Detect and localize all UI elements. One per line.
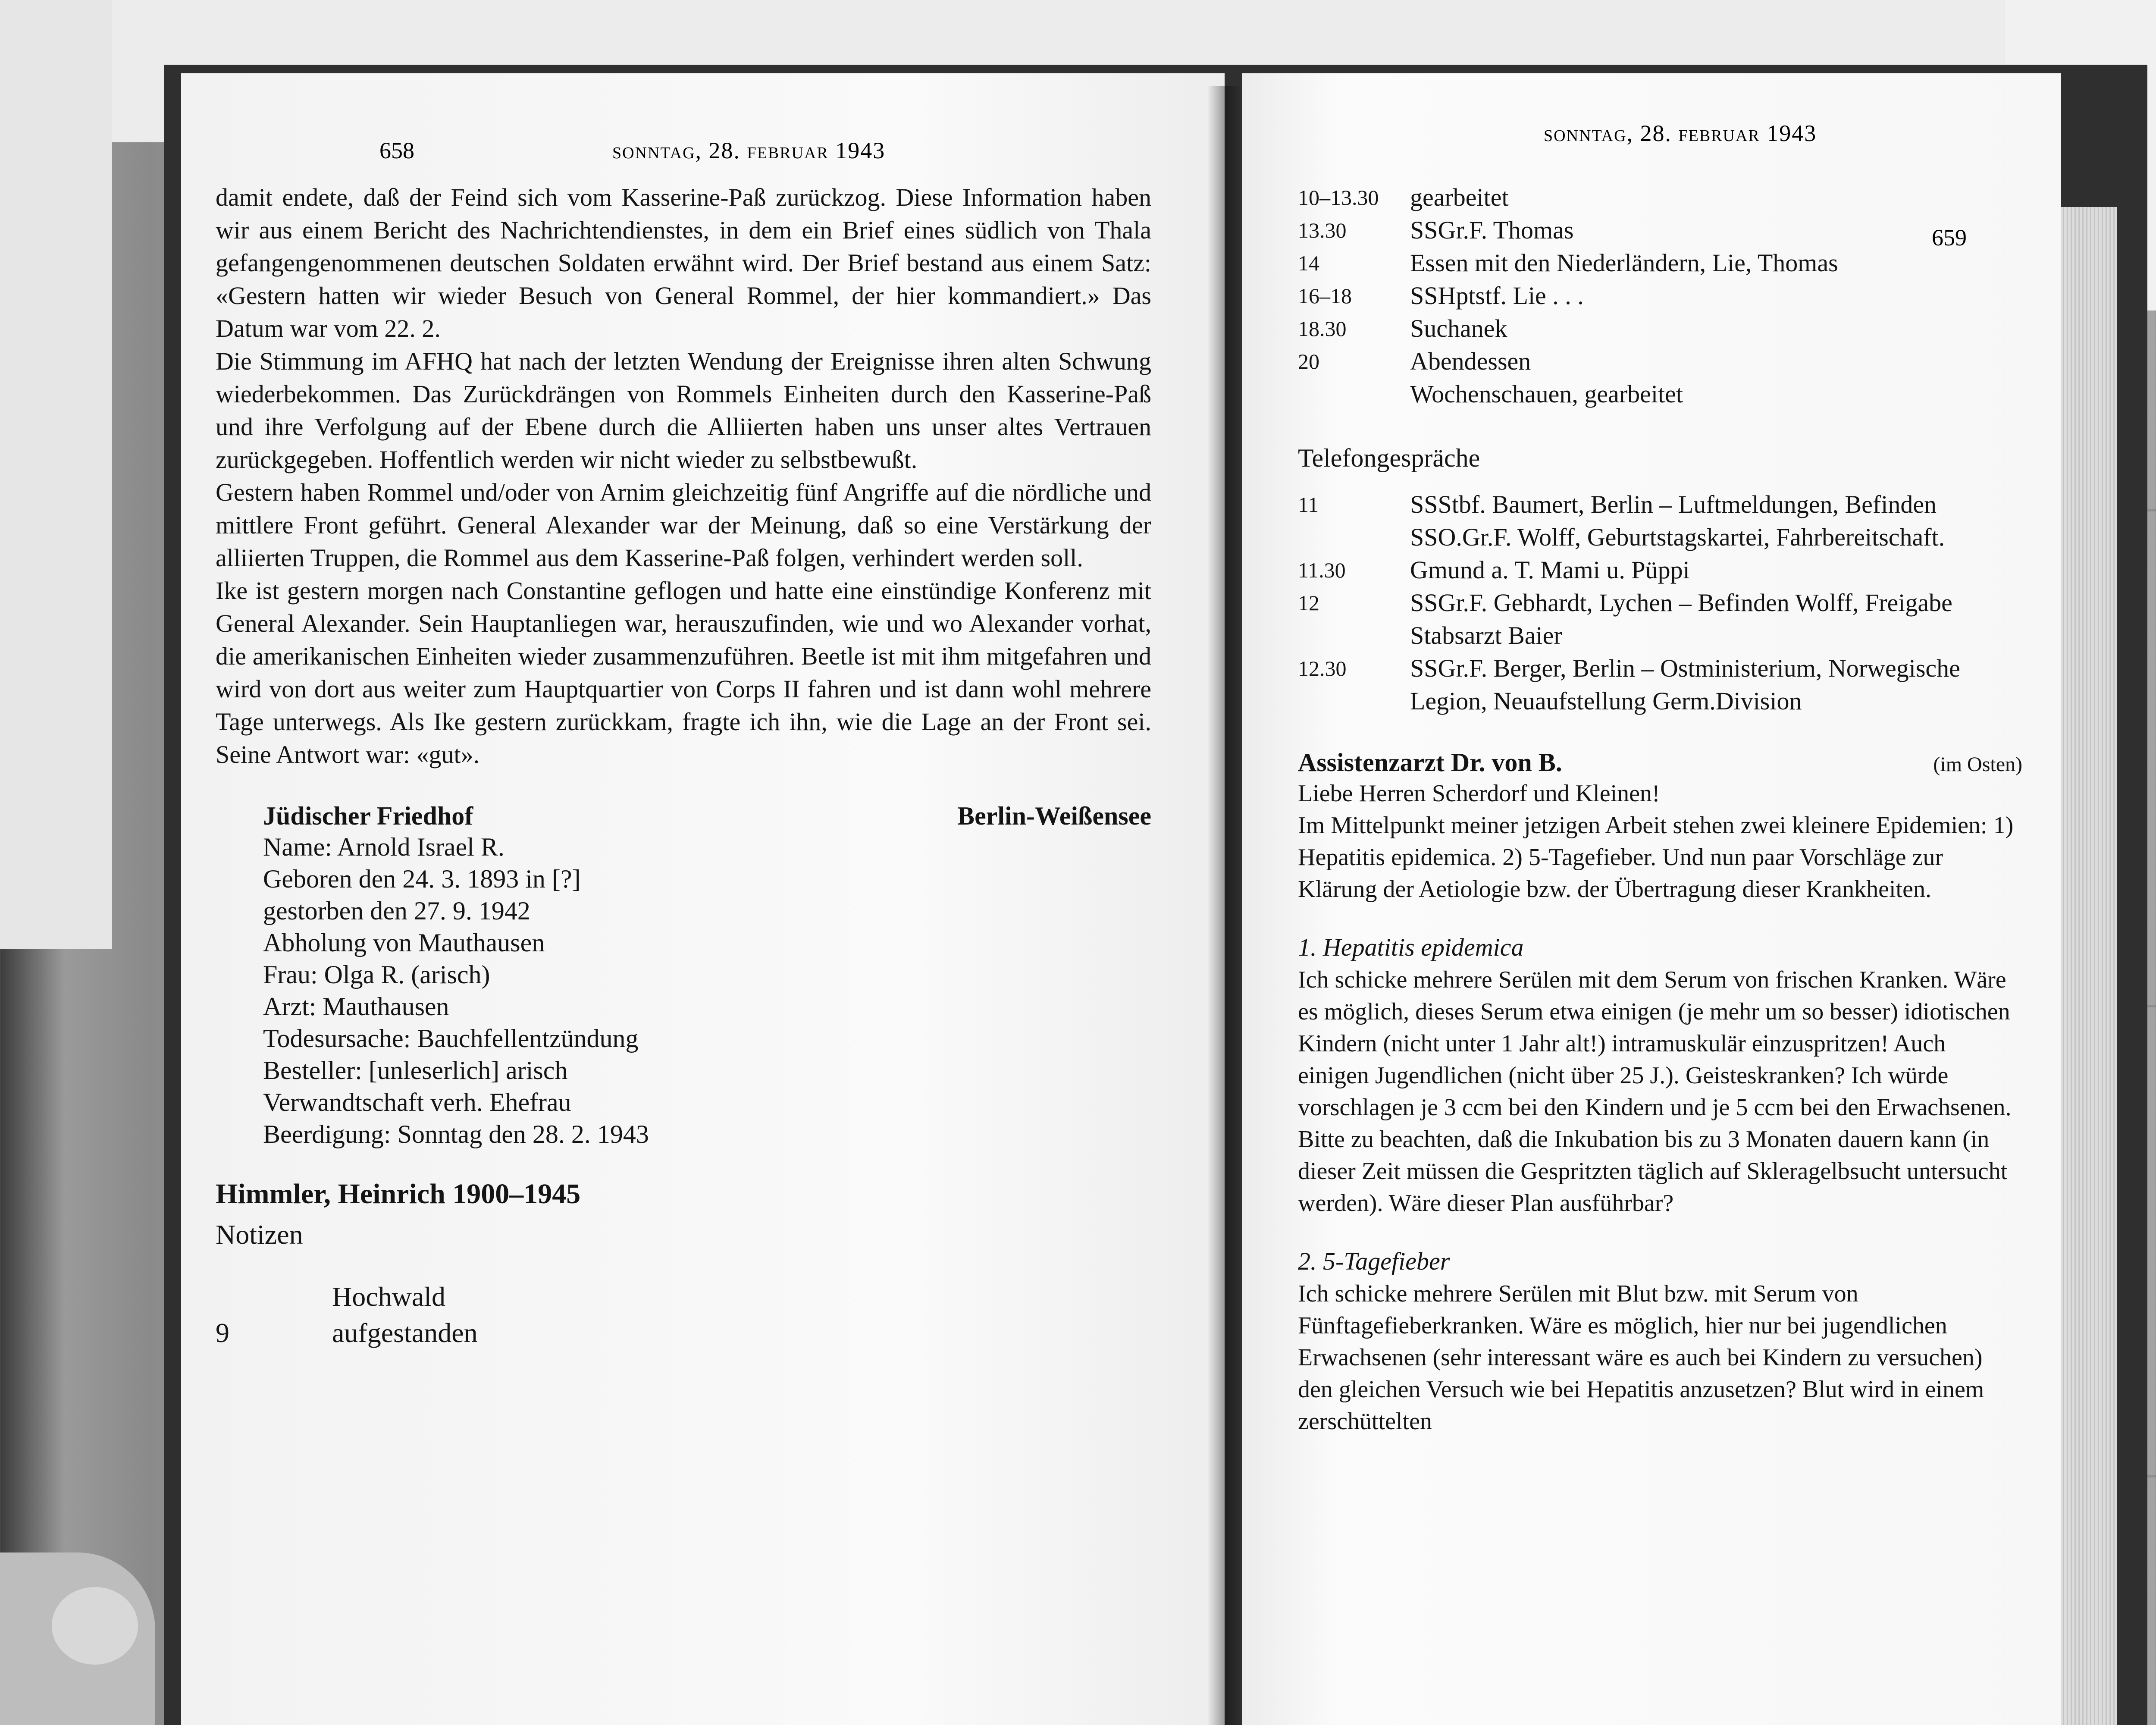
call-time xyxy=(1298,521,1410,554)
call-row xyxy=(1298,521,2022,554)
record-line: Abholung von Mauthausen xyxy=(263,928,545,957)
schedule-text: Wochenschauen, gearbeitet xyxy=(1410,380,1683,408)
floorboard-seam xyxy=(2147,1005,2156,1007)
section2-heading: 2. 5-Tagefieber xyxy=(1298,1247,1450,1275)
section2-text: Ich schicke mehrere Serülen mit Blut bzw. mit Serum von Fünftagefieberkranken. Wäre es möglich, hier nur bei jugendlichen Erwachsenen (sehr interessant wäre es auch bei Kindern zu versuchen) den gleichen Versuch wie bei Hepatitis anzusetzen? Blut wird in einem zerschüttelten xyxy=(1298,1280,1984,1435)
notes-time xyxy=(216,1279,332,1315)
record-line: gestorben den 27. 9. 1942 xyxy=(263,897,530,925)
right-running-head: sonntag, 28. februar 1943 xyxy=(1544,120,1817,146)
letter-heading-row xyxy=(1298,748,2022,778)
call-time: 11 xyxy=(1298,492,1319,517)
call-row xyxy=(1298,488,2022,521)
schedule-text: Suchanek xyxy=(1410,314,1507,342)
call-text: SSGr.F. Berger, Berlin – Ostministerium, Norwegische Legion, Neuaufstellung Germ.Division xyxy=(1410,654,1960,715)
left-page-body xyxy=(216,181,1151,1351)
call-text: SSO.Gr.F. Wolff, Geburtstagskartei, Fahrbereitschaft. xyxy=(1410,523,1945,551)
record-line: Beerdigung: Sonntag den 28. 2. 1943 xyxy=(263,1120,649,1148)
letter-intro: Im Mittelpunkt meiner jetzigen Arbeit stehen zwei kleinere Epidemien: 1) Hepatitis epidemica. 2) 5-Tagefieber. Und nun paar Vorschläge zur Klärung der Aetiologie bzw. der Übertragung dieser Krankheiten. xyxy=(1298,812,2014,903)
schedule-time: 10–13.30 xyxy=(1298,185,1379,210)
paragraph: Die Stimmung im AFHQ hat nach der letzten Wendung der Ereignisse ihren alten Schwung wiederbekommen. Das Zurückdrängen von Rommels Einheiten durch den Kasserine-Paß und ihre Verfolgung auf der Ebene durch die Alliierten haben uns unser altes Vertrauen zurückgegeben. Hoffentlich werden wir nicht wieder zu selbstbewußt. xyxy=(216,347,1151,474)
schedule-row xyxy=(1298,181,2022,214)
cemetery-location: Berlin-Weißensee xyxy=(957,802,1151,830)
left-page-number: 658 xyxy=(379,138,414,163)
call-text: SSGr.F. Gebhardt, Lychen – Befinden Wolff, Freigabe Stabsarzt Baier xyxy=(1410,589,1952,649)
call-text: SSStbf. Baumert, Berlin – Luftmeldungen, Befinden xyxy=(1410,490,1937,518)
record-line: Name: Arnold Israel R. xyxy=(263,833,505,861)
floorboard-seam xyxy=(2147,509,2156,511)
call-time: 12.30 xyxy=(1298,656,1347,681)
schedule-time: 13.30 xyxy=(1298,218,1347,242)
record-line: Besteller: [unleserlich] arisch xyxy=(263,1056,568,1085)
page-edges xyxy=(2053,207,2117,1725)
schedule-time: 16–18 xyxy=(1298,284,1352,308)
record-line: Todesursache: Bauchfellentzündung xyxy=(263,1024,639,1053)
packing-foam-left xyxy=(0,0,112,949)
call-time: 12 xyxy=(1298,591,1319,615)
notes-time: 9 xyxy=(216,1317,229,1348)
schedule-row xyxy=(1298,312,2022,345)
schedule-row xyxy=(1298,279,2022,312)
call-row xyxy=(1298,586,2022,652)
notizen-label: Notizen xyxy=(216,1219,303,1250)
floorboard-seam xyxy=(2147,1475,2156,1477)
himmler-heading: Himmler, Heinrich 1900–1945 xyxy=(216,1178,581,1210)
schedule-row xyxy=(1298,378,2022,411)
schedule-time: 14 xyxy=(1298,251,1319,275)
letter-heading: Assistenzarzt Dr. von B. xyxy=(1298,748,1562,777)
schedule-text: SSHptstf. Lie . . . xyxy=(1410,282,1584,310)
cemetery-heading-row xyxy=(263,801,1151,831)
schedule-text: Essen mit den Niederländern, Lie, Thomas xyxy=(1410,249,1838,277)
call-row xyxy=(1298,554,2022,586)
cemetery-heading: Jüdischer Friedhof xyxy=(263,802,473,830)
schedule-time: 20 xyxy=(1298,349,1319,373)
telefon-heading: Telefongespräche xyxy=(1298,444,1480,472)
cemetery-record xyxy=(263,831,1151,1150)
section1-heading: 1. Hepatitis epidemica xyxy=(1298,933,1524,961)
record-line: Verwandtschaft verh. Ehefrau xyxy=(263,1088,571,1117)
notes-row xyxy=(216,1315,1151,1351)
schedule-time xyxy=(1298,378,1410,411)
right-page-number: 659 xyxy=(1932,225,1967,251)
paragraph: Ike ist gestern morgen nach Constantine geflogen und hatte eine einstündige Konferenz mit General Alexander. Sein Hauptanliegen war, herauszufinden, wie und wo Alexander vorhat, die amerikanischen Einheiten wieder zusammenzuführen. Beetle ist mit ihm mitgefahren und wird von dort aus weiter zum Hauptquartier von Corps II fahren und ist dann wohl mehrere Tage unterwegs. Als Ike gestern zurückkam, fragte ich ihn, wie die Lage an der Front sei. Seine Antwort war: «gut». xyxy=(216,577,1151,768)
record-line: Frau: Olga R. (arisch) xyxy=(263,960,490,989)
notes-text: aufgestanden xyxy=(332,1317,478,1348)
schedule-text: SSGr.F. Thomas xyxy=(1410,216,1574,244)
schedule-text: gearbeitet xyxy=(1410,183,1509,211)
diary-prose xyxy=(216,181,1151,771)
record-line: Arzt: Mauthausen xyxy=(263,992,449,1021)
schedule xyxy=(1298,181,2022,411)
section1-text: Ich schicke mehrere Serülen mit dem Serum von frischen Kranken. Wäre es möglich, dieses Serum etwa einigen (je mehr um so besser) idiotischen Kindern (nicht unter 1 Jahr alt!) intramuskulär einzuspritzen! Auch einigen Jugendlichen (nicht über 25 J.). Geisteskranken? Ich würde vorschlagen je 3 ccm bei den Kindern und je 5 ccm bei den Erwachsenen. Bitte zu beachten, daß die Inkubation bis zu 3 Monaten dauern kann (in dieser Zeit müssen die Gespritzten täglich auf Skleragelbsucht untersucht werden). Wäre dieser Plan ausführbar? xyxy=(1298,966,2012,1217)
record-line: Geboren den 24. 3. 1893 in [?] xyxy=(263,865,581,893)
left-running-head: sonntag, 28. februar 1943 xyxy=(612,138,886,163)
thumbnail xyxy=(52,1587,138,1665)
notes-text: Hochwald xyxy=(332,1281,446,1312)
letter-salutation: Liebe Herren Scherdorf und Kleinen! xyxy=(1298,780,1660,807)
phone-calls xyxy=(1298,488,2022,718)
call-row xyxy=(1298,652,2022,718)
call-time: 11.30 xyxy=(1298,558,1346,582)
letter-aside: (im Osten) xyxy=(1933,753,2022,776)
schedule-row xyxy=(1298,345,2022,378)
schedule-text: Abendessen xyxy=(1410,347,1531,375)
schedule-row xyxy=(1298,214,2022,247)
schedule-row xyxy=(1298,247,2022,279)
call-text: Gmund a. T. Mami u. Püppi xyxy=(1410,556,1690,584)
notes-row xyxy=(216,1279,1151,1315)
schedule-time: 18.30 xyxy=(1298,317,1347,341)
paragraph: damit endete, daß der Feind sich vom Kasserine-Paß zurückzog. Diese Information haben wir aus einem Bericht des Nachrichtendienstes, in dem ein Brief eines südlich von Thala gefangengenommenen deutschen Soldaten erwähnt wird. Der Brief bestand aus einem Satz: «Gestern hatten wir wieder Besuch von General Rommel, der hier kommandiert.» Das Datum war vom 22. 2. xyxy=(216,183,1151,342)
right-page-body xyxy=(1298,181,2022,1437)
paragraph: Gestern haben Rommel und/oder von Arnim gleichzeitig fünf Angriffe auf die nördliche und mittlere Front geführt. General Alexander war der Meinung, daß so eine Verstärkung der alliierten Truppen, die Rommel aus dem Kasserine-Paß folgen, verhindert werden soll. xyxy=(216,478,1151,572)
book-spine-shadow xyxy=(1207,86,1242,1725)
